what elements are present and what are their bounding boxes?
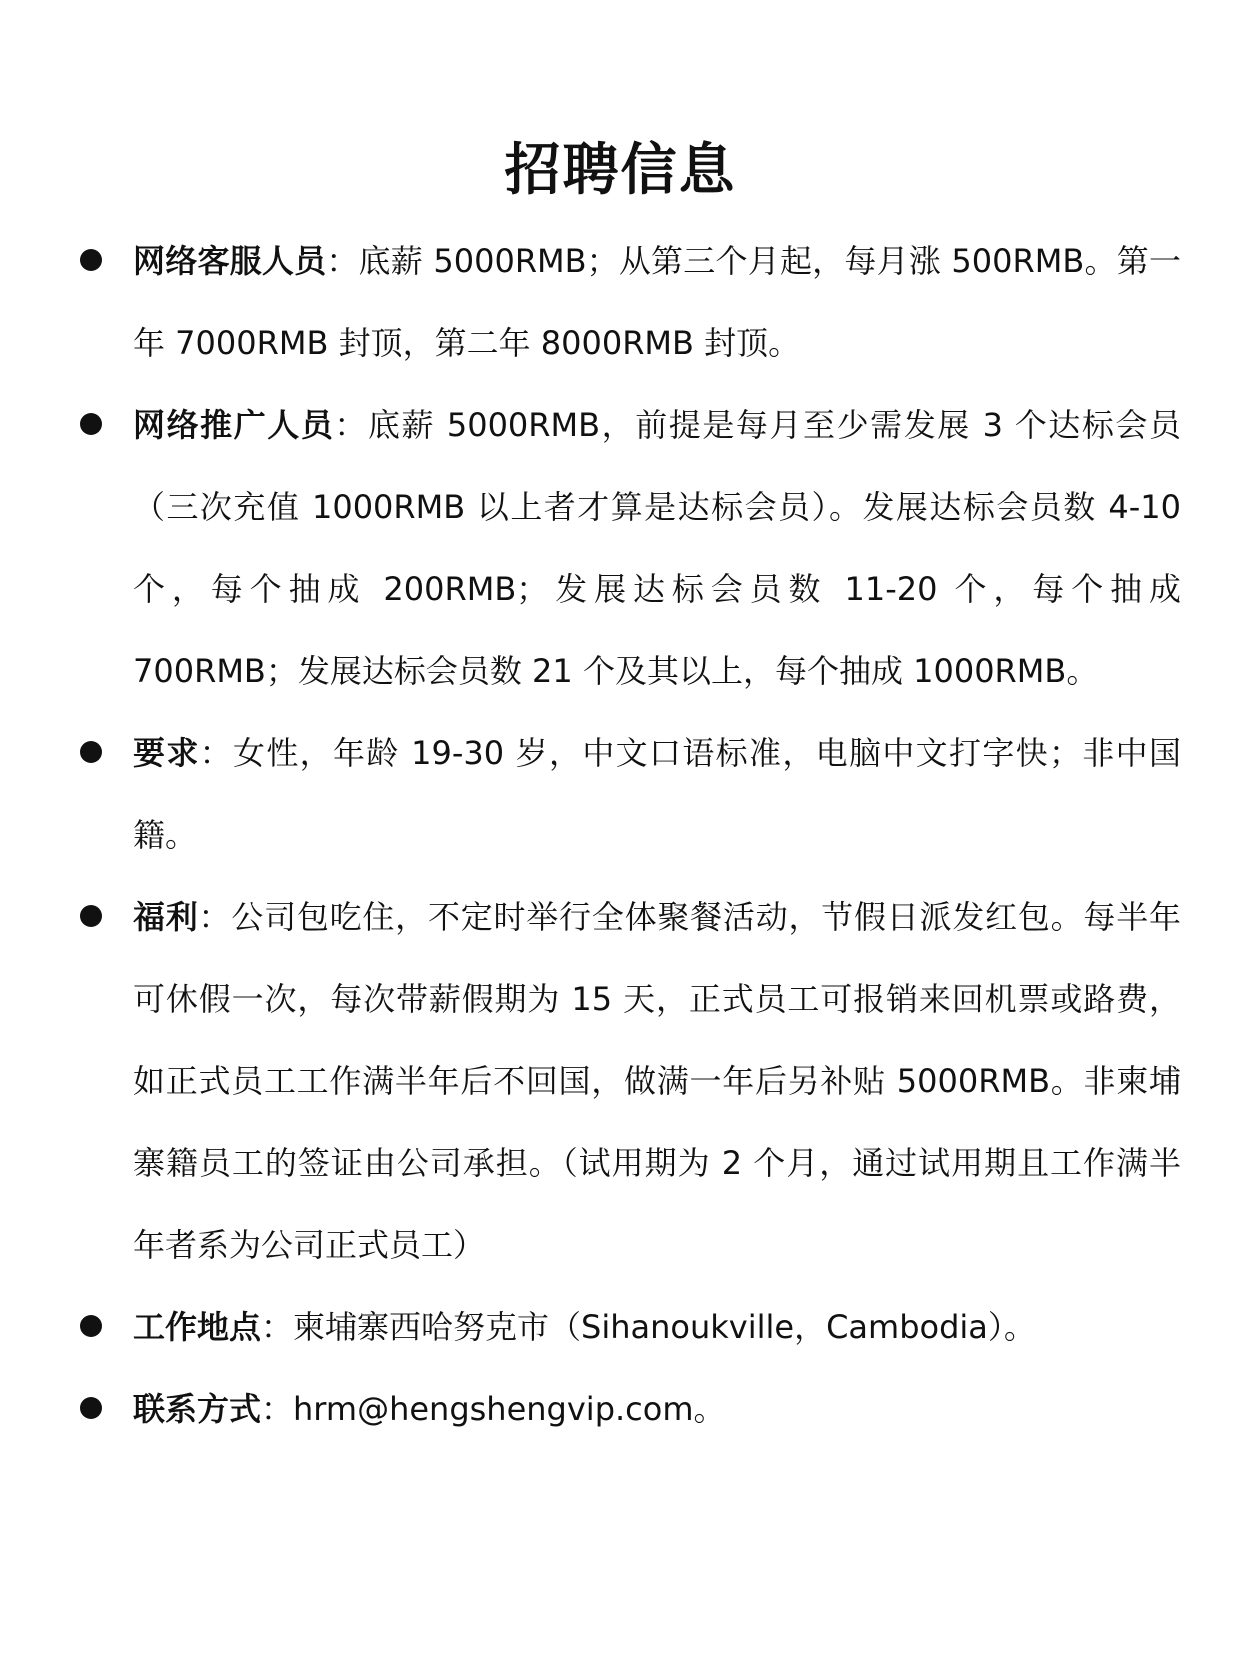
- item-text: ：hrm@hengshengvip.com。: [261, 1390, 726, 1428]
- list-item-promotion: [0, 384, 1241, 712]
- job-info-list: [0, 220, 1241, 1450]
- item-text: ：公司包吃住，不定时举行全体聚餐活动，节假日派发红包。每半年可休假一次，每次带薪假期为 15 天，正式员工可报销来回机票或路费，如正式员工工作满半年后不回国，做满一年后另补贴 5000RMB。非柬埔寨籍员工的签证由公司承担。（试用期为 2 个月，通过试用期且工作满半年者系为公司正式员工）: [133, 898, 1181, 1264]
- item-text: ：底薪 5000RMB；从第三个月起，每月涨 500RMB。第一年 7000RMB 封顶，第二年 8000RMB 封顶。: [133, 242, 1181, 362]
- bullet-icon: [80, 905, 102, 927]
- item-text: ：柬埔寨西哈努克市（Sihanoukville，Cambodia）。: [261, 1308, 1036, 1346]
- bullet-icon: [80, 413, 102, 435]
- item-label: 网络客服人员: [133, 242, 327, 280]
- list-item-customer-service: [0, 220, 1241, 384]
- bullet-icon: [80, 741, 102, 763]
- item-text: ：女性，年龄 19-30 岁，中文口语标准，电脑中文打字快；非中国籍。: [133, 734, 1181, 854]
- item-label: 要求: [133, 734, 200, 772]
- list-item-benefits: [0, 876, 1241, 1286]
- item-text: ：底薪 5000RMB，前提是每月至少需发展 3 个达标会员（三次充值 1000RMB 以上者才算是达标会员）。发展达标会员数 4-10 个，每个抽成 200RMB；发展达标会员数 11-20 个，每个抽成 700RMB；发展达标会员数 21 个及其以上，每个抽成 1000RMB。: [133, 406, 1181, 690]
- bullet-icon: [80, 1397, 102, 1419]
- page-title: 招聘信息: [504, 138, 737, 203]
- item-label: 福利: [133, 898, 199, 936]
- bullet-icon: [80, 1315, 102, 1337]
- list-item-contact: [0, 1368, 1241, 1450]
- list-item-location: [0, 1286, 1241, 1368]
- list-item-requirements: [0, 712, 1241, 876]
- item-label: 网络推广人员: [133, 406, 335, 444]
- item-label: 联系方式: [133, 1390, 262, 1428]
- item-label: 工作地点: [133, 1308, 262, 1346]
- bullet-icon: [80, 249, 102, 271]
